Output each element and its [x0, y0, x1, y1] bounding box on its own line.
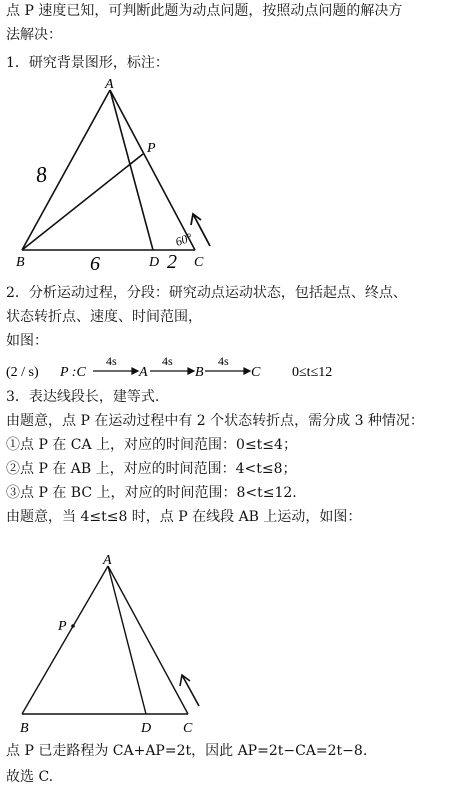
waypoint-a: A: [139, 365, 148, 380]
length-bd-label: 6: [90, 253, 100, 272]
text-line-9: ①点 P 在 CA 上，对应的时间范围：0≤t≤4；: [6, 437, 297, 453]
length-ab-label: 8: [34, 161, 49, 188]
vertex-c-label: C: [183, 721, 193, 736]
text-line-5: 状态转折点、速度、时间范围，: [6, 309, 202, 325]
angle-c-label: 60°: [173, 230, 195, 250]
time-range: 0≤t≤12: [292, 365, 333, 380]
point-p-label: P: [58, 619, 67, 634]
time-segment-3: 4s: [218, 354, 229, 368]
text-line-4: 2．分析运动过程，分段：研究动点运动状态，包括起点、终点、: [6, 285, 407, 301]
vertex-b-label: B: [20, 721, 29, 736]
triangle-figure-1: [0, 72, 240, 272]
waypoint-c: C: [251, 365, 261, 380]
text-line-1: 点 P 速度已知，可判断此题为动点问题，按照动点问题的解决方: [6, 3, 403, 19]
point-d-label: D: [141, 721, 152, 736]
speed-label: (2 / s): [6, 365, 39, 380]
triangle-figure-2: [0, 548, 240, 738]
text-line-13: 点 P 已走路程为 CA+AP=2t，因此 AP=2t−CA=2t−8.: [6, 743, 368, 759]
text-line-6: 如图：: [6, 333, 48, 349]
text-line-2: 法解决：: [6, 27, 62, 43]
point-p-label: P: [147, 141, 156, 156]
point-p-dot: [71, 624, 75, 628]
side-ab: [22, 566, 108, 714]
length-dc-label: 2: [167, 251, 177, 272]
vertex-b-label: B: [16, 255, 25, 270]
segment-ad: [110, 90, 153, 250]
text-line-3: 1．研究背景图形，标注：: [6, 55, 169, 71]
segment-ad: [108, 566, 146, 714]
vertex-c-label: C: [194, 255, 204, 270]
point-d-label: D: [149, 255, 160, 270]
vertex-a-label: A: [105, 77, 114, 92]
text-line-12: 由题意，当 4≤t≤8 时，点 P 在线段 AB 上运动，如图：: [6, 509, 362, 525]
side-ac: [108, 566, 188, 714]
waypoint-b: B: [195, 365, 204, 380]
text-line-10: ②点 P 在 AB 上，对应的时间范围：4<t≤8；: [6, 461, 297, 477]
time-segment-1: 4s: [106, 354, 117, 368]
vertex-a-label: A: [103, 553, 112, 568]
motion-diagram: [0, 354, 466, 384]
start-point-label: P :C: [60, 365, 86, 380]
time-segment-2: 4s: [162, 354, 173, 368]
text-line-14: 故选 C.: [6, 769, 54, 785]
text-line-7: 3．表达线段长，建等式.: [6, 389, 160, 405]
direction-arrow: [180, 675, 199, 706]
text-line-8: 由题意，点 P 在运动过程中有 2 个状态转折点，需分成 3 种情况：: [6, 413, 424, 429]
text-line-11: ③点 P 在 BC 上，对应的时间范围：8<t≤12.: [6, 485, 297, 501]
direction-arrow: [191, 214, 210, 246]
